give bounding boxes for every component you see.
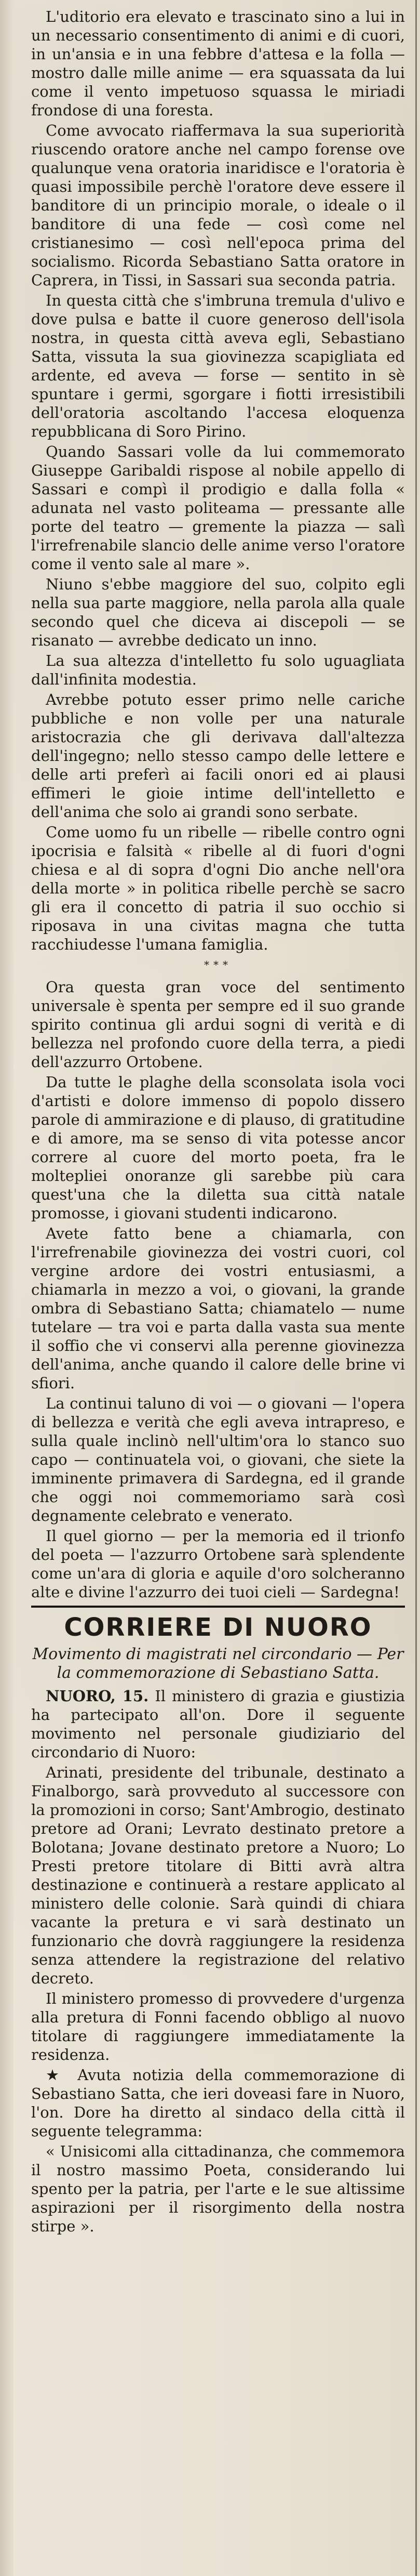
article-paragraph-5: Niuno s'ebbe maggiore del suo, colpito egli nella sua parte maggiore, nella parola alla quale secondo quel che diceva ai discepoli — se risanato — avrebbe dedicato un inno. — [31, 575, 405, 649]
article-paragraph-7: Avrebbe potuto esser primo nelle cariche pubbliche e non volle per una naturale aristocrazia che gli derivava dall'altezza dell'ingegno; nello stesso campo delle lettere e delle arti preferì ai facili onori ed ai plausi effimeri le gioie intime dell'intelletto e dell'anima che solo ai grandi sono serbate. — [31, 691, 405, 821]
article-paragraph-6: La sua altezza d'intelletto fu solo uguagliata dall'infinita modestia. — [31, 652, 405, 688]
article-paragraph-9: Ora questa gran voce del sentimento universale è spenta per sempre ed il suo grande spirito continua gli ardui sogni di verità e di bellezza nel profondo cuore della terra, a piedi dell'azzurro Ortobene. — [31, 978, 405, 1071]
article-paragraph-4: Quando Sassari volle da lui commemorato Giuseppe Garibaldi rispose al nobile appello di Sassari e compì il prodigio e dalla folla « adunata nel vasto politeama — pressante alle porte del teatro — gremente la piazza — salì l'irrefrenabile slancio delle anime verso l'oratore come il vento sale al mare ». — [31, 443, 405, 573]
corriere-paragraph-1: Il ministero di grazia e giustizia ha partecipato all'on. Dore il seguente movimento nel personale giudiziario del circondario di Nuoro: — [31, 1687, 405, 1761]
article-column — [31, 7, 405, 2239]
article-paragraph-8: Come uomo fu un ribelle — ribelle contro ogni ipocrisia e falsità « ribelle al di fuori d'ogni chiesa e al di sopra d'ogni Dio anche nell'ora della morte » in politica ribelle perchè se sacro gli era il concetto di patria il suo occhio si riposava in una civitas magna che tutta racchiudesse l'umana famiglia. — [31, 823, 405, 953]
corriere-paragraph-5: « Unisicomi alla cittadinanza, che commemora il nostro massimo Poeta, considerando lui spento per la patria, per l'arte e le sue altissime aspirazioni per il risorgimento della nostra stirpe ». — [31, 2143, 405, 2235]
article-paragraph-11: Avete fatto bene a chiamarla, con l'irrefrenabile giovinezza dei vostri cuori, col vergine ardore dei vostri entusiasmi, a chiamarla in mezzo a voi, o giovani, la grande ombra di Sebastiano Satta; chiamatelo — nume tutelare — tra voi e parta dalla vasta sua mente il soffio che vi conservi alla perenne giovinezza dell'anima, anche quando il calore delle brine vi sfiori. — [31, 1225, 405, 1392]
article-paragraph-2: Come avvocato riaffermava la sua superiorità riuscendo oratore anche nel campo forense ove qualunque vena oratoria inaridisce e l'oratoria è quasi impossibile perchè l'oratore deve essere il banditore di un principio morale, o ideale o il banditore di una fede — così come nel cristianesimo — così nell'epoca prima del socialismo. Ricorda Sebastiano Satta oratore in Caprera, in Tissi, in Sassari sua seconda patria. — [31, 122, 405, 289]
article-paragraph-12: La continui taluno di voi — o giovani — l'opera di bellezza e verità che egli aveva intrapreso, e sulla quale inclinò nell'ultim'ora lo stanco suo capo — continuatela voi, o giovani, che siete la imminente primavera di Sardegna, ed il grande che oggi noi commemoriamo sarà così degnamente celebrato e venerato. — [31, 1395, 405, 1524]
corriere-paragraph-3: Il ministero promesso di provvedere d'urgenza alla pretura di Fonni facendo obbligo al nuovo titolare di raggiungere immediatamente la residenza. — [31, 1990, 405, 2064]
corriere-title: CORRIERE DI NUORO — [64, 1613, 372, 1642]
article-paragraph-1: L'uditorio era elevato e trascinato sino a lui in un necessario consentimento di animi e di cuori, in un'ansia e in una febbre d'attesa e la folla — mostro dalle mille anime — era squassata da lui come il vento impetuoso squassa le miriadi frondose di una foresta. — [31, 8, 405, 119]
article-paragraph-3: In questa città che s'imbruna tremula d'ulivo e dove pulsa e batte il cuore generoso dell'isola nostra, in questa città aveva egli, Sebastiano Satta, vissuta la sua giovinezza scapigliata ed ardente, ed aveva — forse — sentito in sè spuntare i germi, sgorgare i fiotti irresistibili dell'oratoria ascoltando l'accesa eloquenza repubblicana di Soro Pirino. — [31, 292, 405, 440]
right-column-rule — [415, 0, 417, 2576]
bottom-spacer — [31, 2237, 405, 2239]
left-margin-shadow — [0, 0, 13, 2576]
section-divider — [31, 1606, 405, 1608]
corriere-dateline-paragraph — [31, 1687, 405, 1762]
article-paragraph-13: Il quel giorno — per la memoria ed il trionfo del poeta — l'azzurro Ortobene sarà splendente come un'ara di gloria e aquile d'oro solcheranno alte e divine l'azzurro dei tuoi cieli — Sardegna! — [31, 1527, 405, 1601]
article-paragraph-10: Da tutte le plaghe della sconsolata isola voci d'artisti e dolore immenso di popolo dissero parole di ammirazione e di plauso, di gratitudine e di amore, ma se senso di vita potesse ancor correre al cuore del morto poeta, fra le moltepliei onoranze gli sarebbe più cara quest'una che la diletta sua città natale promosse, i giovani studenti indicarono. — [31, 1073, 405, 1222]
corriere-dateline: NUORO, 15. — [46, 1687, 149, 1705]
section-separator: *** — [204, 958, 232, 971]
corriere-subtitle: Movimento di magistrati nel circondario — Per la commemorazione di Sebastiano Satta. — [32, 1645, 404, 1682]
corriere-paragraph-2: Arinati, presidente del tribunale, destinato a Finalborgo, sarà provveduto al successore con la promozioni in corso; Sant'Ambrogio, destinato pretore ad Orani; Levrato destinato pretore a Bolotana; Jovane destinato pretore a Nuoro; Lo Presti pretore titolare di Bitti avrà altra destinazione e continuerà a restare applicato al ministero delle colonie. Sarà quindi di chiara vacante la pretura e vi sarà destinato un funzionario che dovrà raggiungere la residenza senza attendere la registrazione del relativo decreto. — [31, 1764, 405, 1987]
corriere-paragraph-4: ★ Avuta notizia della commemorazione di Sebastiano Satta, che ieri doveasi fare in Nuoro, l'on. Dore ha diretto al sindaco della città il seguente telegramma: — [31, 2066, 405, 2140]
